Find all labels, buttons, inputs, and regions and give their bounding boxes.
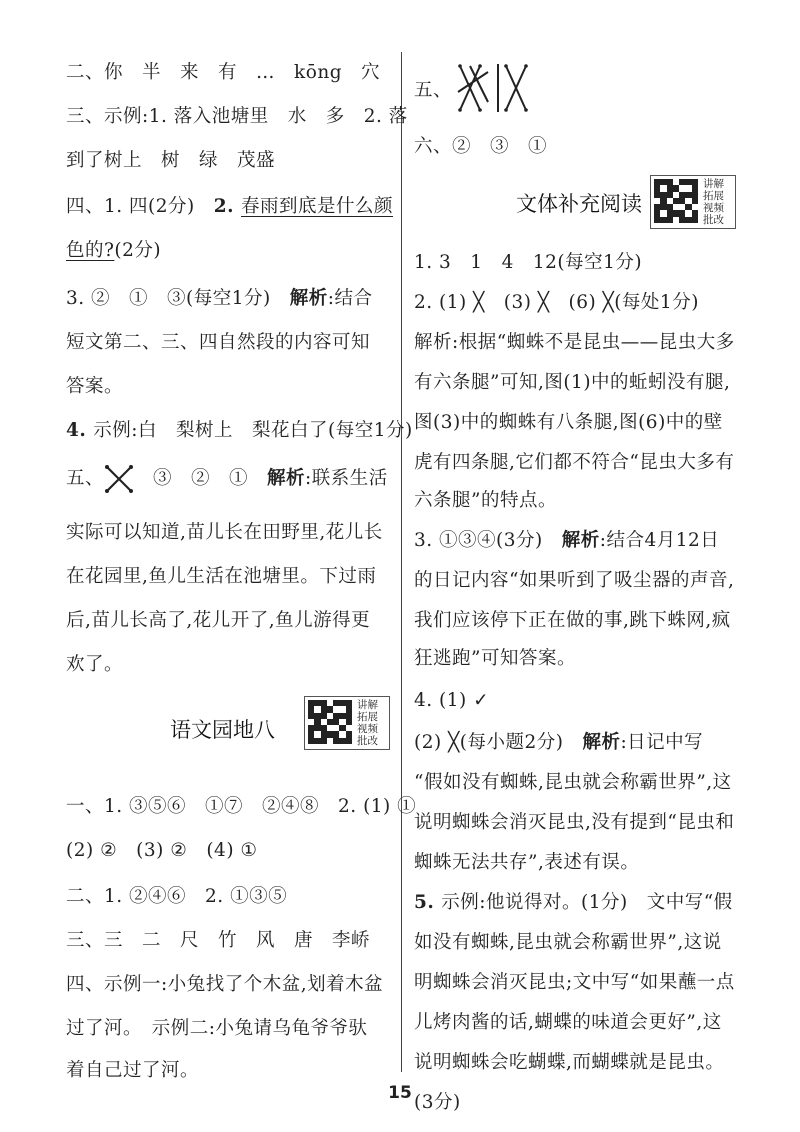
- qr-label: 讲解拓展视频批改: [357, 699, 378, 747]
- page-number: 15: [388, 1083, 412, 1103]
- answer-line: 儿烤肉酱的话,蝴蝶的味道会更好”,这: [414, 1012, 722, 1033]
- qr-label: 讲解拓展视频批改: [703, 178, 724, 226]
- analysis-text: :结合: [327, 288, 373, 309]
- answer-line: 有六条腿”可知,图(1)中的蚯蚓没有腿,: [414, 372, 731, 393]
- analysis-label: 解析: [561, 530, 600, 551]
- answer-line: “假如没有蜘蛛,昆虫就会称霸世界”,这: [414, 772, 732, 793]
- answer-line: 着自己过了河。: [66, 1060, 200, 1081]
- answer-line: 四、示例一:小兔找了个木盆,划着木盆: [66, 974, 384, 995]
- answer-line: 到了树上 树 绿 茂盛: [66, 150, 276, 171]
- answer-line: 六、② ③ ①: [414, 136, 548, 157]
- answer-line: 欢了。: [66, 654, 124, 675]
- answer-line: 二、你 半 来 有 … kōng 穴: [66, 62, 381, 83]
- analysis-label: 解析: [289, 288, 328, 309]
- item-number: 4.: [66, 420, 94, 441]
- answer-line: 三、三 二 尺 竹 风 唐 李峤: [66, 930, 371, 951]
- answer-line: 答案。: [66, 376, 124, 397]
- answer-line: 虎有四条腿,它们都不符合“昆虫大多有: [414, 452, 735, 473]
- answer-line: (2) ② (3) ② (4) ①: [66, 840, 258, 861]
- answer-line: 二、1. ②④⑥ 2. ①③⑤: [66, 886, 288, 907]
- underlined-answer: 色的?: [66, 240, 115, 261]
- answer-text: 3. ② ① ③(每空1分): [66, 288, 290, 309]
- answer-line: [66, 418, 413, 444]
- answer-line: [414, 62, 530, 114]
- answer-line: [66, 194, 393, 220]
- qr-cell: [346, 738, 352, 744]
- answer-line: 我们应该停下正在做的事,跳下蛛网,疯: [414, 610, 731, 631]
- answer-line: 2. (1) ╳ (3) ╳ (6) ╳(每处1分): [414, 292, 699, 313]
- answer-text: 示例:白 梨树上 梨花白了(每空1分): [93, 420, 413, 441]
- answer-line: 实际可以知道,苗儿长在田野里,花儿长: [66, 522, 383, 543]
- answer-line: 明蜘蛛会消灭昆虫;文中写“如果蘸一点: [414, 972, 735, 993]
- analysis-text: :联系生活: [305, 468, 388, 489]
- score-text: (2分): [114, 240, 162, 261]
- answer-line: [66, 464, 388, 494]
- answer-line: 的日记内容“如果听到了吸尘器的声音,: [414, 570, 735, 591]
- analysis-label: 解析: [267, 468, 306, 489]
- answer-line: 解析:根据“蜘蛛不是昆虫——昆虫大多: [414, 332, 735, 353]
- answer-line: 六条腿”的特点。: [414, 490, 557, 511]
- section-title: 文体补充阅读: [516, 192, 642, 216]
- qr-code-icon[interactable]: [654, 179, 698, 223]
- section-title: 语文园地八: [170, 718, 275, 742]
- section-label: 五、: [66, 468, 105, 489]
- answer-text: ③ ② ①: [134, 468, 268, 489]
- answer-line: (3分): [414, 1092, 461, 1113]
- answer-line: [66, 286, 373, 312]
- answer-line: 在花园里,鱼儿生活在池塘里。下过雨: [66, 566, 377, 587]
- answer-line: 过了河。 示例二:小兔请乌龟爷爷驮: [66, 1018, 368, 1039]
- qr-code-icon[interactable]: [308, 700, 352, 744]
- answer-line: 说明蜘蛛会吃蝴蝶,而蝴蝶就是昆虫。: [414, 1052, 725, 1073]
- qr-code-box[interactable]: [650, 175, 736, 229]
- item-number: 2.: [213, 196, 242, 217]
- answer-line: [414, 890, 733, 916]
- answer-line: 说明蜘蛛会消灭昆虫,没有提到“昆虫和: [414, 812, 735, 833]
- answer-line: 1. 3 1 4 12(每空1分): [414, 252, 643, 273]
- answer-text: 3. ①③④(3分): [414, 530, 562, 551]
- matching-diagram-icon: [452, 62, 530, 114]
- answer-line: [414, 730, 703, 756]
- answer-text: 四、1. 四(2分): [66, 196, 214, 217]
- answer-line: 如没有蜘蛛,昆虫就会称霸世界”,这说: [414, 932, 722, 953]
- answer-line: [414, 528, 719, 554]
- answer-text: 示例:他说得对。(1分) 文中写“假: [441, 892, 733, 913]
- analysis-text: :结合4月12日: [599, 530, 720, 551]
- section-label: 五、: [414, 80, 453, 101]
- answer-line: 后,苗儿长高了,花儿开了,鱼儿游得更: [66, 610, 371, 631]
- answer-line: 一、1. ③⑤⑥ ①⑦ ②④⑧ 2. (1) ①: [66, 796, 417, 817]
- answer-line: 图(3)中的蜘蛛有八条腿,图(6)中的壁: [414, 412, 723, 433]
- answer-text: (2) ╳(每小题2分): [414, 732, 583, 753]
- matching-cross-icon: [104, 464, 134, 494]
- answer-line: 短文第二、三、四自然段的内容可知: [66, 332, 371, 353]
- column-divider: [401, 52, 402, 1072]
- answer-line: 4. (1) ✓: [414, 690, 490, 711]
- answer-line: [66, 238, 161, 264]
- item-number: 5.: [414, 892, 442, 913]
- analysis-text: :日记中写: [620, 732, 704, 753]
- answer-line: 三、示例:1. 落入池塘里 水 多 2. 落: [66, 106, 408, 127]
- answer-line: 蜘蛛无法共存”,表述有误。: [414, 852, 640, 873]
- underlined-answer: 春雨到底是什么颜: [241, 196, 394, 217]
- analysis-label: 解析: [582, 732, 621, 753]
- qr-code-box[interactable]: [304, 696, 390, 750]
- answer-line: 狂逃跑”可知答案。: [414, 648, 576, 669]
- qr-cell: [692, 217, 698, 223]
